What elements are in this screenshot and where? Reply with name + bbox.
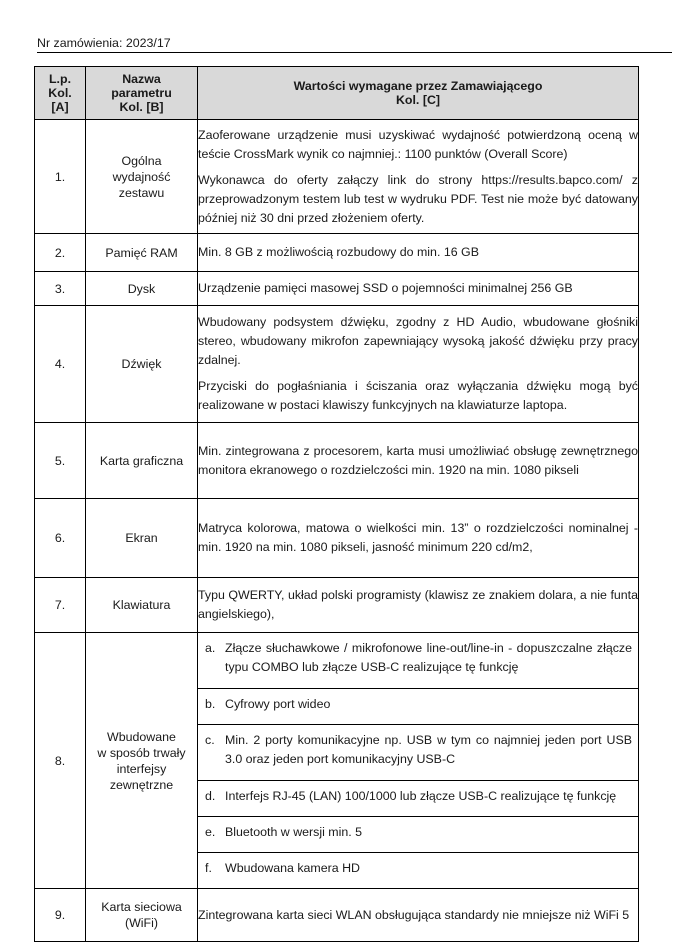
item-letter: d. xyxy=(205,789,216,803)
parameter-name: Dźwięk xyxy=(86,306,198,423)
item-text: Min. 2 porty komunikacyjne np. USB w tym co najmniej jeden port USB 3.0 oraz jeden port komunikacyjny USB-C xyxy=(225,733,632,766)
parameter-name: Wbudowane w sposób trwały interfejsy zewnętrzne xyxy=(86,633,198,889)
table-row xyxy=(35,306,639,423)
row-number: 3. xyxy=(35,272,86,306)
table-header-row xyxy=(35,67,639,120)
parameter-name: Ogólna wydajność zestawu xyxy=(86,120,198,234)
row-number: 1. xyxy=(35,120,86,234)
table-row xyxy=(35,889,639,942)
table-row xyxy=(35,234,639,272)
list-item xyxy=(198,724,638,780)
header-lp: L.p. Kol. [A] xyxy=(35,67,86,120)
row-number: 7. xyxy=(35,578,86,633)
list-item xyxy=(198,780,638,816)
parameter-name: Klawiatura xyxy=(86,578,198,633)
value-paragraph: Min. zintegrowana z procesorem, karta musi umożliwiać obsługę zewnętrznego monitora ekranowego o rozdzielczości min. 1920 na min. 1080 pikseli xyxy=(198,443,638,477)
item-text: Złącze słuchawkowe / mikrofonowe line-out/line-in - dopuszczalne złącze typu COMBO lub złącze USB-C realizujące tę funkcję xyxy=(225,641,632,674)
list-item xyxy=(198,852,638,888)
value-paragraph: Wykonawca do oferty załączy link do strony https://results.bapco.com/ z przeprowadzonym testem lub test w wydruku PDF. Test nie może być datowany później niż 30 dni przed złożeniem oferty. xyxy=(198,172,638,225)
header-value: Wartości wymagane przez Zamawiającego Kol. [C] xyxy=(198,67,639,120)
parameter-value xyxy=(198,234,639,272)
item-letter: b. xyxy=(205,697,216,711)
parameter-value xyxy=(198,889,639,942)
row-number: 2. xyxy=(35,234,86,272)
row-number: 8. xyxy=(35,633,86,889)
parameter-value xyxy=(198,423,639,499)
table-row xyxy=(35,272,639,306)
row-number: 5. xyxy=(35,423,86,499)
item-letter: e. xyxy=(205,825,216,839)
parameter-name: Pamięć RAM xyxy=(86,234,198,272)
parameter-name: Ekran xyxy=(86,499,198,578)
parameter-value xyxy=(198,306,639,423)
item-text: Cyfrowy port wideo xyxy=(225,697,331,711)
parameter-name: Dysk xyxy=(86,272,198,306)
value-paragraph: Wbudowany podsystem dźwięku, zgodny z HD Audio, wbudowane głośniki stereo, wbudowany mikrofon zapewniający wysoką jakość dźwięku przy pracy zdalnej. xyxy=(198,315,638,367)
parameter-name: Karta graficzna xyxy=(86,423,198,499)
table-row xyxy=(35,120,639,234)
parameter-value xyxy=(198,499,639,578)
table-row xyxy=(35,633,639,889)
row-number: 9. xyxy=(35,889,86,942)
item-letter: a. xyxy=(205,641,216,655)
value-paragraph: Typu QWERTY, układ polski programisty (klawisz ze znakiem dolara, a nie funta angielskiego), xyxy=(198,588,638,621)
item-text: Wbudowana kamera HD xyxy=(225,861,360,875)
parameter-value xyxy=(198,578,639,633)
value-paragraph: Matryca kolorowa, matowa o wielkości min. 13” o rozdzielczości nominalnej - min. 1920 na min. 1080 pikseli, jasność minimum 220 cd/m2, xyxy=(198,521,638,554)
value-paragraph: Przyciski do pogłaśniania i ściszania oraz wyłączania dźwięku mogą być realizowane w postaci klawiszy funkcyjnych na klawiaturze laptopa. xyxy=(198,379,638,412)
row-number: 4. xyxy=(35,306,86,423)
table-row xyxy=(35,423,639,499)
table-row xyxy=(35,578,639,633)
requirements-table xyxy=(34,66,639,942)
interfaces-list xyxy=(198,633,639,889)
list-item xyxy=(198,816,638,852)
item-letter: c. xyxy=(205,733,215,747)
row-number: 6. xyxy=(35,499,86,578)
item-text: Bluetooth w wersji min. 5 xyxy=(225,825,363,839)
list-item xyxy=(198,688,638,724)
header-name: Nazwa parametru Kol. [B] xyxy=(86,67,198,120)
value-paragraph: Urządzenie pamięci masowej SSD o pojemności minimalnej 256 GB xyxy=(198,281,573,295)
parameter-name: Karta sieciowa (WiFi) xyxy=(86,889,198,942)
value-paragraph: Zintegrowana karta sieci WLAN obsługująca standardy nie mniejsze niż WiFi 5 xyxy=(198,907,630,922)
list-item xyxy=(198,633,638,688)
value-paragraph: Min. 8 GB z możliwością rozbudowy do min. 16 GB xyxy=(198,245,479,259)
parameter-value xyxy=(198,120,639,234)
item-text: Interfejs RJ-45 (LAN) 100/1000 lub złącze USB-C realizujące tę funkcję xyxy=(225,789,617,803)
order-number: Nr zamówienia: 2023/17 xyxy=(37,36,672,53)
item-letter: f. xyxy=(205,861,212,875)
value-paragraph: Zaoferowane urządzenie musi uzyskiwać wydajność potwierdzoną oceną w teście CrossMark wynik co najmniej.: 1100 punktów (Overall Score) xyxy=(198,127,638,161)
table-row xyxy=(35,499,639,578)
parameter-value xyxy=(198,272,639,306)
